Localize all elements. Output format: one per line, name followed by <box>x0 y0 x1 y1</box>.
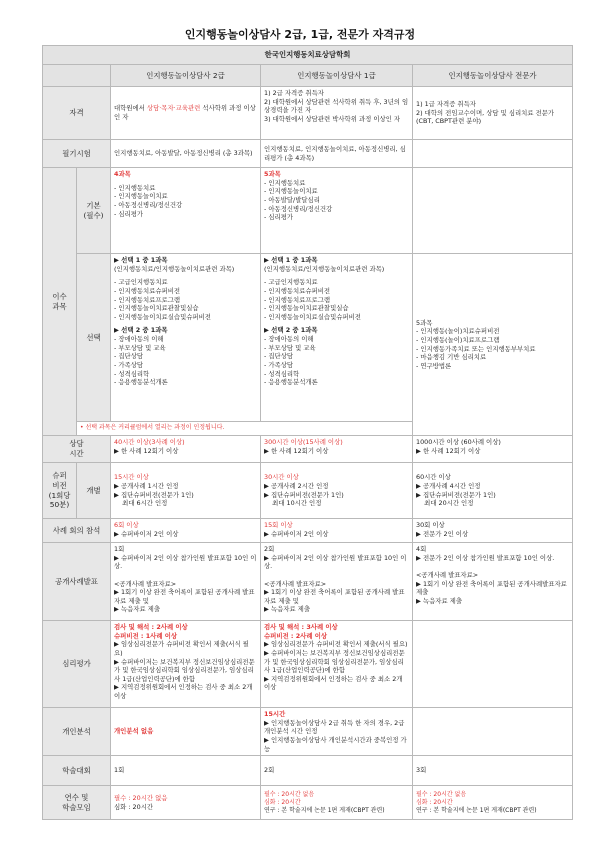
conference-level2: 1회 <box>111 756 261 786</box>
list-item: - 아동정신병리/정신건강 <box>264 205 409 214</box>
qualification-level2: 대학원에서 상담·목자·교육관련 석사학위 과정 이상인 자 <box>111 87 261 140</box>
text-line: ▶ 녹음자료 제출 <box>416 596 463 605</box>
list-item: - 성격심리학 <box>264 370 409 379</box>
text-line: ▶ 슈퍼바이저 2인 이상 참가인원 발표포함 10인 이상. <box>264 553 407 571</box>
col-header-level1: 인지행동놀이상담사 1급 <box>261 65 413 87</box>
written-level2: 인지행동치료, 아동발달, 아동정신병리 (총 3과목) <box>111 140 261 168</box>
supervision-expert: 60시간 이상 ▶ 공개사례 4시간 인정 ▶ 집단슈퍼비전(전문가 1인) 최대 20시간 인정 <box>413 463 573 519</box>
text-line: 4회 <box>416 545 427 553</box>
list-item: - 인지행동가족치료 또는 인지행동부부치료 <box>416 345 569 354</box>
list-item: - 응용행동분석개론 <box>114 378 257 387</box>
elective-level2: ▶ 선택 1 중 1과목 (인지행동치료/인지행동놀이치료관련 과목) - 고급인지행동치료 - 인지행동치료슈퍼비전 - 인지행동치료프로그램 - 인지행동놀이치료관찰및실습 - 인지행동놀이치료실습및슈퍼비전 ▶ 선택 2 중 1과목 - 장애아동의 이해 - 부모상담 및 교육 - 집단상담 - 가족상담 - 성격심리학 - 응용행동분석개론 <box>111 254 261 422</box>
list-item: - 고급인지행동치료 <box>114 278 257 287</box>
text-line: ▶ 슈퍼바이저는 보건복지부 정신보건임상심리전문가 및 한국임상심리학회 임상심리전문가, 임상심리사 1급(산업인력공단)에 한함 <box>264 648 405 675</box>
list-item: - 인지행동놀이치료관찰및실습 <box>264 304 409 313</box>
text-line: ▶ 녹음자료 제출 <box>114 605 161 614</box>
caseconf-expert: 30회 이상 ▶ 전문가 2인 이상 <box>413 519 573 543</box>
text-line: <공개사례 발표자료> <box>416 570 479 579</box>
list-item: - 인지행동(놀이)치료슈퍼비전 <box>416 327 569 336</box>
text-line: ▶ 1회기 이상 완전 축어록이 포함된 공개사례 발표자료 제출 및 <box>114 588 255 605</box>
qualification-expert: 1) 1급 자격증 취득자 2) 대학의 전임교수이며, 상담 및 심리치료 전문가(CBT, CBPT관련 분야) <box>413 87 573 140</box>
list-item: - 인지행동치료슈퍼비전 <box>264 287 409 296</box>
list-item: - 인지행동치료프로그램 <box>114 296 257 305</box>
personal-level2: 개인분석 없음 <box>111 708 261 756</box>
row-label-conference: 학술대회 <box>43 756 111 786</box>
row-label-caseconf: 사례 회의 참석 <box>43 519 111 543</box>
row-label-publiccase: 공개사례발표 <box>43 543 111 621</box>
list-item: - 인지행동놀이치료 <box>264 187 409 196</box>
list-item: - 인지행동치료프로그램 <box>264 296 409 305</box>
text-line: 2회 <box>264 545 275 553</box>
text-line: ▶ 공개사례 2시간 인정 <box>264 481 329 490</box>
row-label-elective: 선택 <box>77 254 111 422</box>
qualification-level1: 1) 2급 자격증 취득자 2) 대학원에서 상담관련 석사학위 취득 후, 3년의 임상경력을 가진 자 3) 대학원에서 상담관련 박사학위 과정 이상인 자 <box>261 87 413 140</box>
text-line <box>114 571 257 580</box>
text-line: ▶ 1회기 이상 완전 축어록이 포함된 공개사례발표자료 제출 <box>416 579 569 597</box>
list-item: - 장애아동의 이해 <box>264 335 409 344</box>
col-header-expert: 인지행동놀이상담사 전문가 <box>413 65 573 87</box>
list-item: - 아동정신병리/정신건강 <box>114 201 257 210</box>
basic-expert <box>413 168 573 254</box>
text-line: ▶ 지역검정위원회에서 인정하는 검사 중 최소 2개 이상 <box>264 674 405 692</box>
basic-level2: 4과목 - 인지행동치료 - 인지행동놀이치료 - 아동정신병리/정신건강 - 심리평가 <box>111 168 261 254</box>
text-line: 최대 10시간 인정 <box>264 499 322 508</box>
col-header-level2: 인지행동놀이상담사 2급 <box>111 65 261 87</box>
list-item: - 인지행동(놀이)치료프로그램 <box>416 336 569 345</box>
written-level1: 인지행동치료, 인지행동놀이치료, 아동정신병리, 심리평가 (총 4과목) <box>261 140 413 168</box>
list-item: - 인지행동치료슈퍼비전 <box>114 287 257 296</box>
list-item: - 아동발달/발달심리 <box>264 196 409 205</box>
text-line: ▶ 1회기 이상 완전 축어록이 포함된 공개사례 발표자료 제출 및 <box>264 588 405 605</box>
list-item: - 성격심리학 <box>114 370 257 379</box>
text-line: ▶ 인지행동놀이상담사 2급 취득 한 자의 경우, 2급 개인분석 시간 인정 <box>264 718 407 736</box>
text-line: ▶ 임상심리전문가 슈퍼비전 확인서 제출(서식 필요) <box>114 640 249 657</box>
personal-expert <box>413 708 573 756</box>
list-item: - 인지행동놀이치료실습및슈퍼비전 <box>264 313 409 322</box>
list-item: - 인지행동놀이치료관찰및실습 <box>114 304 257 313</box>
publiccase-level1 <box>261 543 413 621</box>
text-line: 최대 6시간 인정 <box>114 499 168 508</box>
counseling-expert: 1000시간 이상 (60사례 이상) ▶ 한 사례 12회기 이상 <box>413 436 573 463</box>
text-line: ▶ 공개사례 4시간 인정 <box>416 481 481 490</box>
text-line: <공개사례 발표자료> <box>264 579 327 588</box>
text-line: ▶ 집단슈퍼비전(전문가 1인) <box>264 490 344 499</box>
list-item: - 가족상담 <box>114 361 257 370</box>
conference-level1: 2회 <box>261 756 413 786</box>
row-label-qualification: 자격 <box>43 87 111 140</box>
supervision-level1: 30시간 이상 ▶ 공개사례 2시간 인정 ▶ 집단슈퍼비전(전문가 1인) 최대 10시간 인정 <box>261 463 413 519</box>
text-line: 최대 20시간 인정 <box>416 499 474 508</box>
text-line: 1회 <box>114 545 125 553</box>
text-line: ▶ 슈퍼바이저는 보건복지부 정신보건임상심리전문가 및 한국임상심리학회 임상심리전문가, 임상심리사 1급(산업인력공단)에 한함 <box>114 657 255 683</box>
list-item: - 부모상담 및 교육 <box>264 344 409 353</box>
text-line: ▶ 지역검정위원회에서 인정하는 검사 중 최소 2개 이상 <box>114 683 255 701</box>
list-item: - 심리평가 <box>114 210 257 219</box>
list-item: - 부모상담 및 교육 <box>114 344 257 353</box>
elective-level1: ▶ 선택 1 중 1과목 (인지행동치료/인지행동놀이치료관련 과목) - 고급인지행동치료 - 인지행동치료슈퍼비전 - 인지행동치료프로그램 - 인지행동놀이치료관찰및실습 - 인지행동놀이치료실습및슈퍼비전 ▶ 선택 2 중 1과목 - 장애아동의 이해 - 부모상담 및 교육 - 집단상담 - 가족상담 - 성격심리학 - 응용행동분석개론 <box>261 254 413 422</box>
list-item: - 연구방법론 <box>416 362 569 371</box>
row-label-supervision: 슈퍼 비전 (1회당 50분) <box>43 463 77 519</box>
text-line: ▶ 공개사례 1시간 인정 <box>114 481 179 490</box>
list-item: - 심리평가 <box>264 213 409 222</box>
elective-expert: 5과목 - 인지행동(놀이)치료슈퍼비전 - 인지행동(놀이)치료프로그램 - 인지행동가족치료 또는 인지행동부부치료 - 마음챙김 기반 심리치료 - 연구방법론 <box>413 254 573 436</box>
list-item: - 인지행동치료 <box>114 184 257 193</box>
corner-cell <box>43 65 111 87</box>
page-title: 인지행동놀이상담사 2급, 1급, 전문가 자격규정 <box>184 28 416 41</box>
row-label-personal: 개인분석 <box>43 708 111 756</box>
list-item: - 가족상담 <box>264 361 409 370</box>
text-line: ▶ 집단슈퍼비전(전문가 1인) <box>416 490 496 499</box>
list-item: - 장애아동의 이해 <box>114 335 257 344</box>
org-header: 한국인지행동치료상담학회 <box>43 46 573 65</box>
list-item: - 고급인지행동치료 <box>264 278 409 287</box>
conference-expert: 3회 <box>413 756 573 786</box>
psycheval-expert <box>413 621 573 708</box>
list-item: - 마음챙김 기반 심리치료 <box>416 353 569 362</box>
text-line: ▶ 전문가 2인 이상 참가인원 발표포함 10인 이상. <box>416 553 555 562</box>
text-line <box>264 571 409 580</box>
caseconf-level2: 6회 이상 ▶ 슈퍼바이저 2인 이상 <box>111 519 261 543</box>
list-item: - 인지행동놀이치료 <box>114 192 257 201</box>
row-label-courses: 이수 과목 <box>43 168 77 436</box>
list-item: - 응용행동분석개론 <box>264 378 409 387</box>
row-label-written: 필기시험 <box>43 140 111 168</box>
text-line: <공개사례 발표자료> <box>114 579 177 588</box>
training-level1: 필수 : 20시간 없음 심화 : 20시간 연구 : 본 학술지에 논문 1편 게재(CBPT 관련) <box>261 786 413 820</box>
row-label-counseling: 상담 시간 <box>43 436 111 463</box>
publiccase-level2 <box>111 543 261 621</box>
list-item: - 집단상담 <box>264 352 409 361</box>
text-line: ▶ 임상심리전문가 슈퍼비전 확인서 제출(서식 필요) <box>264 640 408 649</box>
training-level2: 필수 : 20시간 없음 심화 : 20시간 <box>111 786 261 820</box>
qualification-table <box>42 45 573 820</box>
training-expert: 필수 : 20시간 없음 심화 : 20시간 연구 : 본 학술지에 논문 1편 게재(CBPT 관련) <box>413 786 573 820</box>
course-note: • 선택 과목은 커리큘럼에서 열리는 과정이 인정됩니다. <box>77 422 413 436</box>
caseconf-level1: 15회 이상 ▶ 슈퍼바이저 2인 이상 <box>261 519 413 543</box>
text-line: ▶ 집단슈퍼비전(전문가 1인) <box>114 490 194 499</box>
psycheval-level2: 검사 및 해석 : 2사례 이상 슈퍼비전 : 1사례 이상 ▶ 임상심리전문가 슈퍼비전 확인서 제출(서식 필요) ▶ 슈퍼바이저는 보건복지부 정신보건임상심리전문가 및 한국임상심리학회 임상심리전문가, 임상심리사 1급(산업인력공단)에 한함 ▶ 지역검정위원회에서 인정하는 검사 중 최소 2개 이상 <box>111 621 261 708</box>
psycheval-level1: 검사 및 해석 : 3사례 이상 슈퍼비전 : 2사례 이상 ▶ 임상심리전문가 슈퍼비전 확인서 제출(서식 필요) ▶ 슈퍼바이저는 보건복지부 정신보건임상심리전문가 및 한국임상심리학회 임상심리전문가, 임상심리사 1급(산업인력공단)에 한함 ▶ 지역검정위원회에서 인정하는 검사 중 최소 2개 이상 <box>261 621 413 708</box>
publiccase-expert <box>413 543 573 621</box>
text-line <box>416 562 569 571</box>
text-line: ▶ 녹음자료 제출 <box>264 605 311 614</box>
row-label-training: 연수 및 학술모임 <box>43 786 111 820</box>
text-line: ▶ 슈퍼바이저 2인 이상 참가인원 발표포함 10인 이상. <box>114 553 257 571</box>
row-label-individual: 개별 <box>77 463 111 519</box>
basic-level1: 5과목 - 인지행동치료 - 인지행동놀이치료 - 아동발달/발달심리 - 아동정신병리/정신건강 - 심리평가 <box>261 168 413 254</box>
personal-level1: 15시간 ▶ 인지행동놀이상담사 2급 취득 한 자의 경우, 2급 개인분석 시간 인정 ▶ 인지행동놀이상담사 개인분석시간과 중복인정 가능 <box>261 708 413 756</box>
written-expert <box>413 140 573 168</box>
supervision-level2: 15시간 이상 ▶ 공개사례 1시간 인정 ▶ 집단슈퍼비전(전문가 1인) 최대 6시간 인정 <box>111 463 261 519</box>
row-label-basic: 기본 (필수) <box>77 168 111 254</box>
text-line: ▶ 인지행동놀이상담사 개인분석시간과 중복인정 가능 <box>264 735 407 753</box>
row-label-psycheval: 심리평가 <box>43 621 111 708</box>
list-item: - 집단상담 <box>114 352 257 361</box>
counseling-level2: 40시간 이상(3사례 이상) ▶ 한 사례 12회기 이상 <box>111 436 261 463</box>
list-item: - 인지행동놀이치료실습및슈퍼비전 <box>114 313 257 322</box>
list-item: - 인지행동치료 <box>264 179 409 188</box>
counseling-level1: 300시간 이상(15사례 이상) ▶ 한 사례 12회기 이상 <box>261 436 413 463</box>
